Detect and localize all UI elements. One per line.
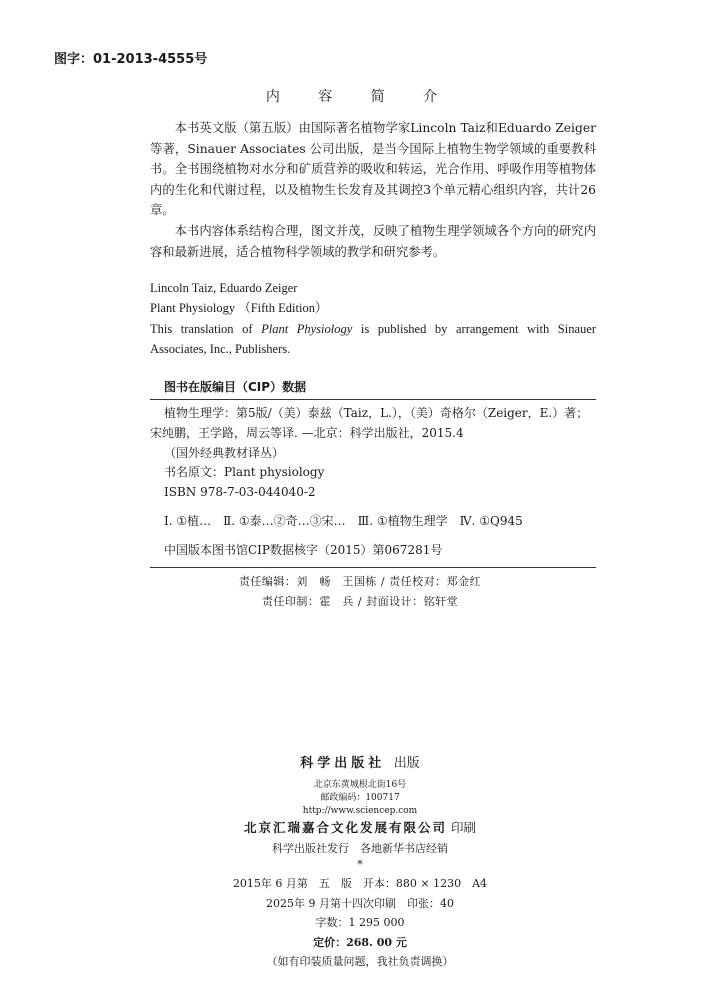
translation-prefix: This translation of	[150, 321, 262, 336]
cip-isbn: ISBN 978-7-03-044040-2	[164, 485, 316, 500]
publisher-postcode: 邮政编码：100717	[320, 793, 400, 803]
english-book-title: Plant Physiology （Fifth Edition）	[150, 301, 328, 316]
price: 定价：268. 00 元	[313, 935, 407, 949]
cip-classification: Ⅰ. ①植… Ⅱ. ①泰…②奇…③宋… Ⅲ. ①植物生理学 Ⅳ. ①Q945	[164, 513, 523, 528]
credits-line: 责任印制：霍 兵 / 封面设计：铭轩堂	[261, 595, 459, 608]
word-count: 字数：1 295 000	[315, 916, 405, 929]
edition-block	[0, 874, 720, 972]
registration-number: 图字：01-2013-4555号	[54, 52, 208, 67]
printing-line: 2025年 9 月第十四次印刷 印张：40	[266, 896, 454, 910]
distribution-line: 科学出版社发行 各地新华书店经销	[272, 842, 448, 855]
separator-star: *	[357, 858, 363, 871]
publisher-line	[0, 752, 720, 771]
cip-heading: 图书在版编目（CIP）数据	[164, 380, 307, 394]
publisher-name: 科学出版社	[300, 756, 386, 771]
printer-suffix: 印刷	[450, 820, 476, 835]
cip-original-title: 书名原文：Plant physiology	[164, 465, 325, 480]
intro-section	[150, 118, 596, 262]
english-authors: Lincoln Taiz, Eduardo Zeiger	[150, 281, 298, 295]
printer-name: 北京汇瑞嘉合文化发展有限公司	[243, 820, 447, 835]
credits-block	[0, 572, 720, 612]
publisher-website: http://www.sciencep.com	[302, 806, 418, 816]
cip-entry: 植物生理学：第5版/（美）泰兹（Taiz，L.），（美）奇格尔（Zeiger，E.）著；宋纯鹏，王学路，周云等译. —北京：科学出版社，2015.4	[150, 406, 589, 440]
translation-suffix: is published by arrangement with Sinauer Associates, Inc., Publishers.	[150, 321, 596, 357]
publisher-block	[0, 752, 720, 818]
intro-paragraph: 本书英文版（第五版）由国际著名植物学家Lincoln Taiz和Eduardo Zeiger等著，Sinauer Associates 公司出版，是当今国际上植物生物学领域的重要教科书。全书围绕植物对水分和矿质营养的吸收和转运，光合作用、呼吸作用等植物体内的生化和代谢过程，以及植物生长发育及其调控3个单元精心组织内容，共计26章。	[150, 121, 596, 218]
summary-title: 内 容 简 介	[265, 89, 455, 105]
cip-block	[150, 404, 596, 561]
cip-number: 中国版本图书馆CIP数据核字（2015）第067281号	[164, 542, 443, 557]
credits-line: 责任编辑：刘 畅 王国栋 / 责任校对：郑金红	[238, 575, 482, 588]
translation-notice	[150, 319, 596, 360]
english-rights-block	[150, 278, 596, 360]
intro-paragraph: 本书内容体系结构合理，图文并茂，反映了植物生理学领域各个方向的研究内容和最新进展，适合植物科学领域的教学和研究参考。	[150, 223, 596, 259]
publisher-suffix: 出版	[393, 756, 420, 771]
edition-line: 2015年 6 月第 五 版 开本：880 × 1230 A4	[232, 877, 488, 890]
cip-top-rule	[150, 399, 596, 400]
cip-series: （国外经典教材译丛）	[164, 445, 285, 460]
quality-notice: （如有印装质量问题，我社负责调换）	[266, 955, 454, 968]
cip-bottom-rule	[150, 567, 596, 568]
publisher-address: 北京东黄城根北街16号	[313, 780, 407, 790]
translation-italic-title: Plant Physiology	[261, 321, 353, 336]
printer-line	[0, 818, 720, 836]
